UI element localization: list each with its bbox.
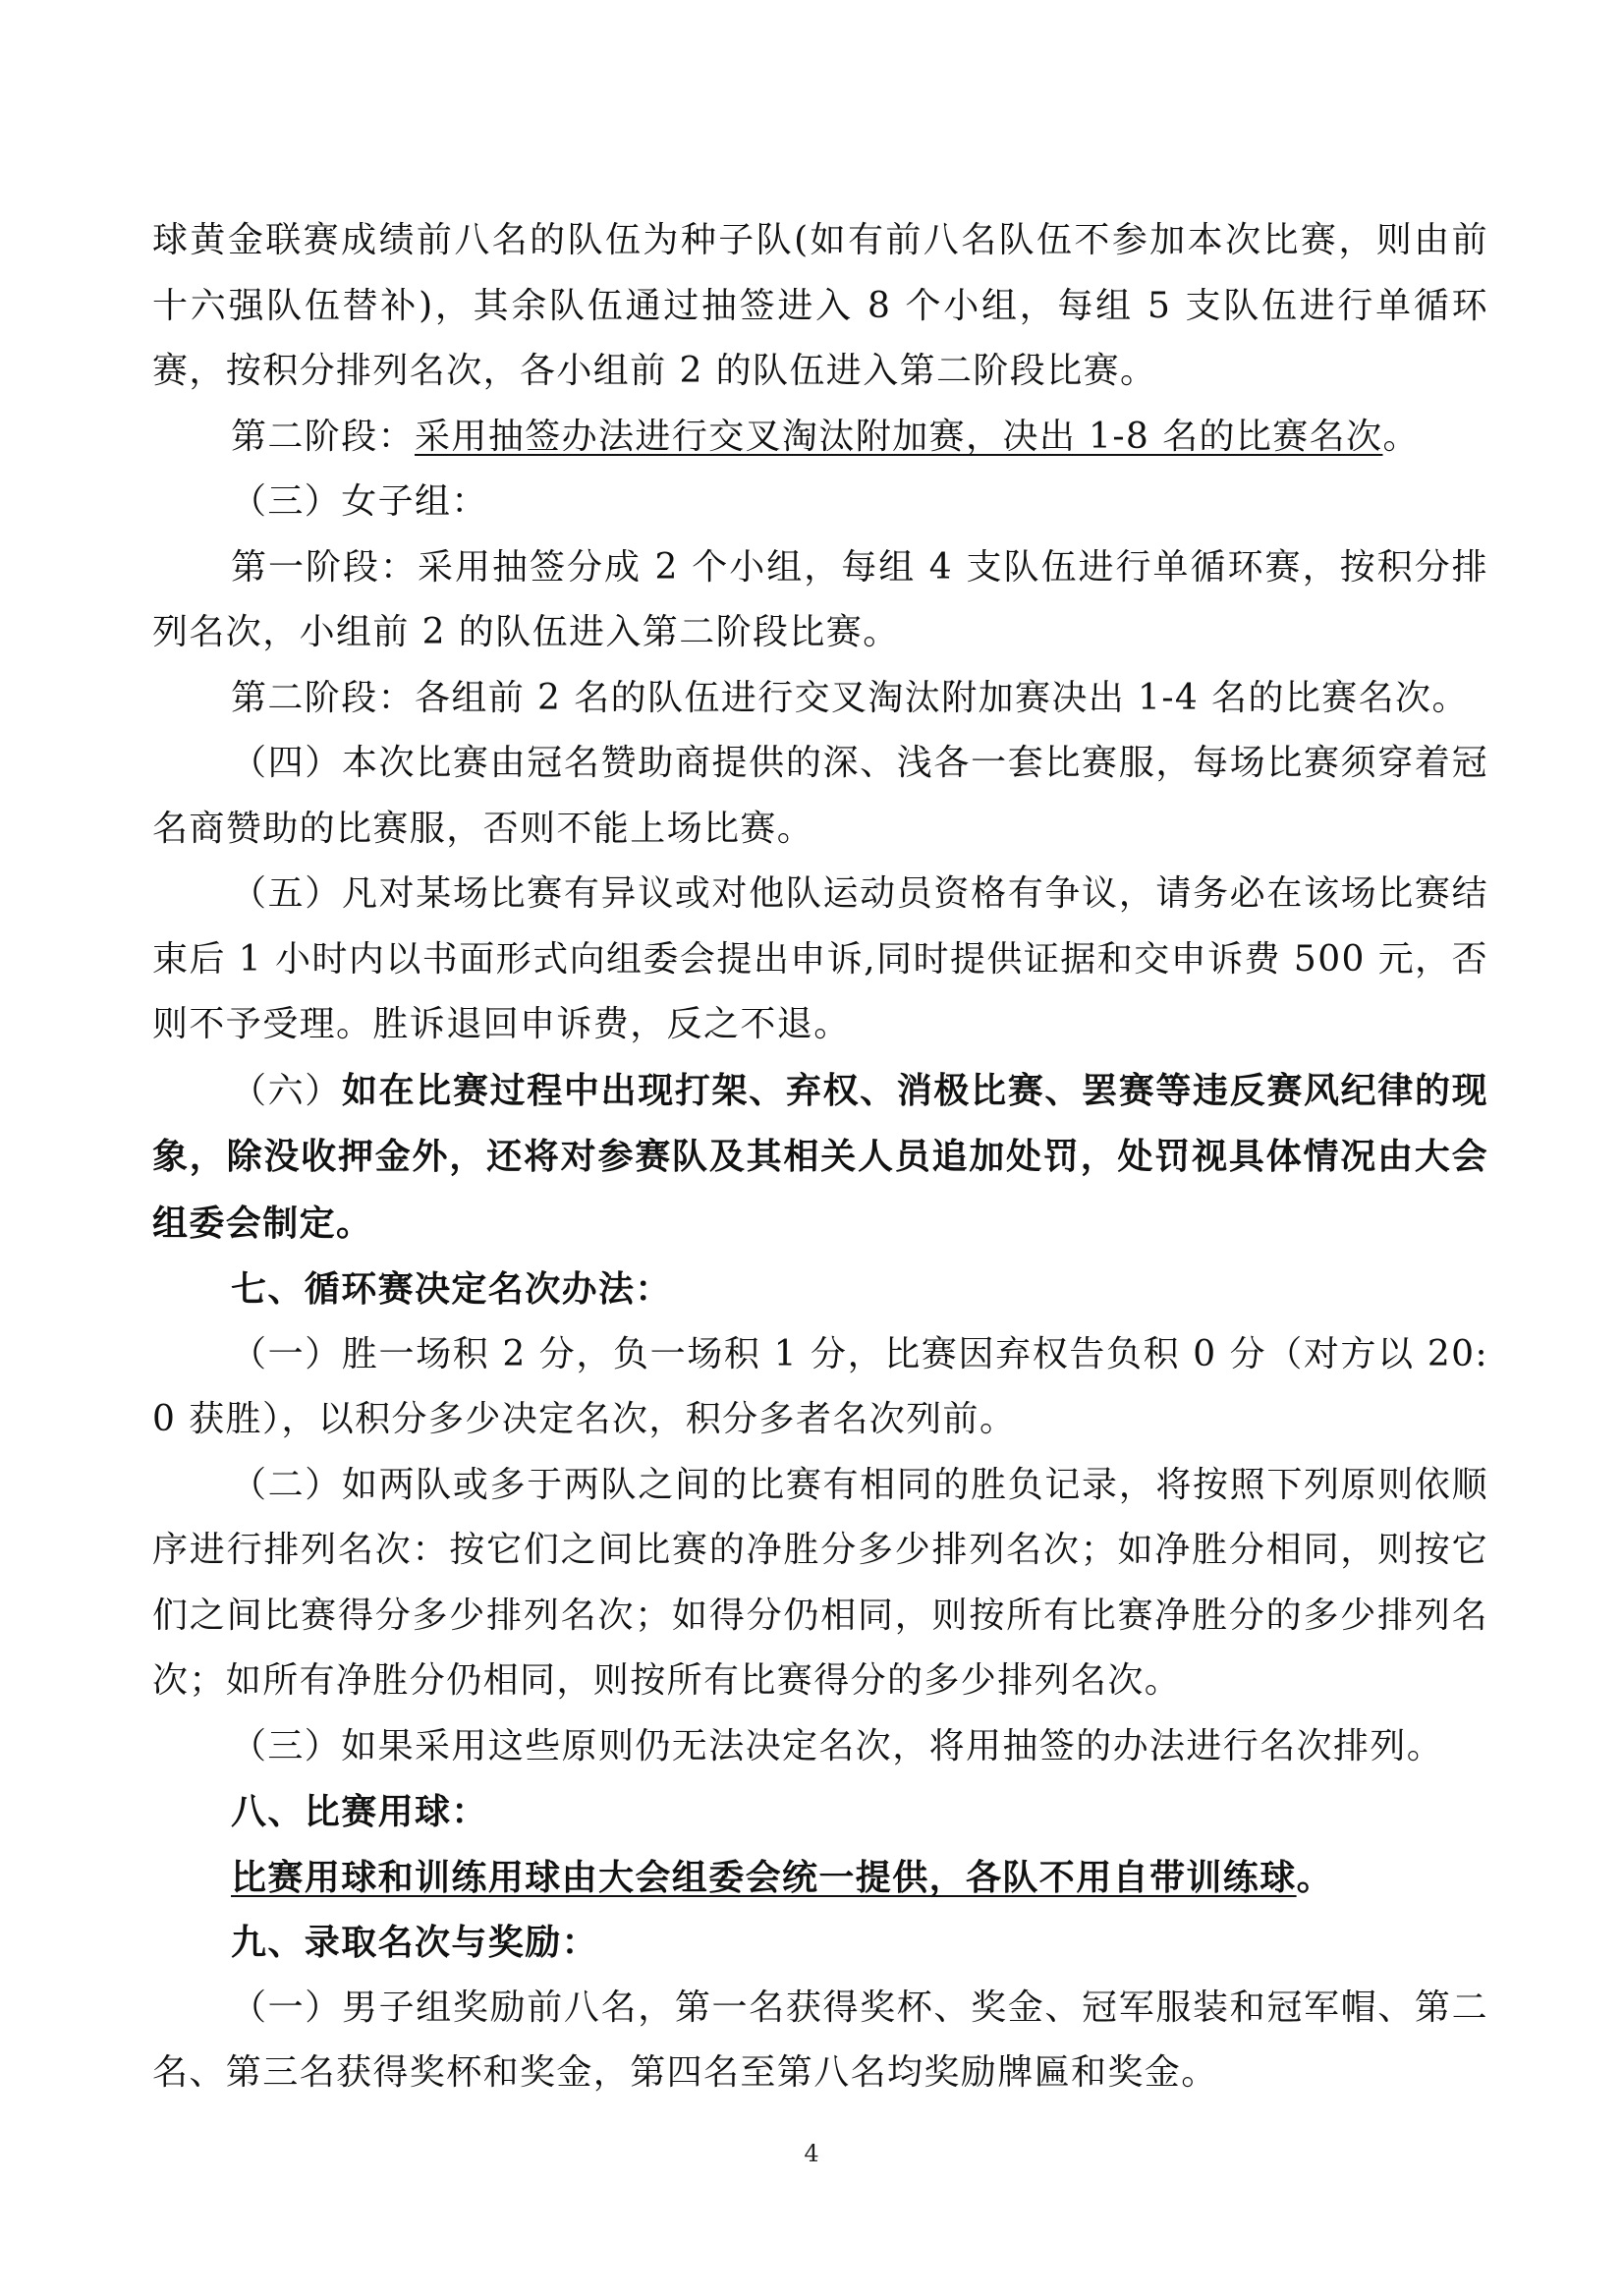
paragraph-stage1-women (152, 535, 1488, 666)
bold-text: 如在比赛过程中出现打架、弃权、消极比赛、罢赛等违反赛风纪律的现象，除没收押金外，还将对参赛队及其相关人员追加处罚，处罚视具体情况由大会组委会制定。 (152, 1069, 1488, 1244)
stage-label: 第二阶段： (231, 416, 416, 457)
paragraph-appeal (152, 862, 1488, 1058)
section-heading-awards (152, 1910, 1488, 1976)
underlined-text: 采用抽签办法进行交叉淘汰附加赛，决出 1-8 名的比赛名次 (415, 416, 1383, 457)
page-number: 4 (804, 2140, 819, 2167)
paragraph-text: （二）如两队或多于两队之间的比赛有相同的胜负记录，将按照下列原则依顺序进行排列名次：按它们之间比赛的净胜分多少排列名次；如净胜分相同，则按它们之间比赛得分多少排列名次；如得分仍相同，则按所有比赛净胜分的多少排列名次；如所有净胜分仍相同，则按所有比赛得分的多少排列名次。 (152, 1464, 1488, 1701)
document-body (152, 208, 1488, 2106)
section-heading-ranking (152, 1257, 1488, 1322)
punctuation: 。 (1382, 416, 1420, 457)
paragraph-points (152, 1322, 1488, 1453)
paragraph-stage1-men (152, 208, 1488, 405)
paragraph-text: （四）本次比赛由冠名赞助商提供的深、浅各一套比赛服，每场比赛须穿着冠名商赞助的比赛服，否则不能上场比赛。 (152, 743, 1488, 849)
paragraph-ball (152, 1845, 1488, 1911)
paragraph-stage2-women (152, 666, 1488, 732)
paragraph-discipline (152, 1058, 1488, 1258)
paragraph-draw (152, 1714, 1488, 1780)
paragraph-text: （一）男子组奖励前八名，第一名获得奖杯、奖金、冠军服装和冠军帽、第二名、第三名获得奖杯和奖金，第四名至第八名均奖励牌匾和奖金。 (152, 1987, 1488, 2093)
punctuation: 。 (1296, 1856, 1334, 1898)
heading-text: 八、比赛用球： (231, 1791, 488, 1832)
paragraph-tiebreak (152, 1453, 1488, 1714)
paragraph-men-awards (152, 1976, 1488, 2106)
paragraph-women-heading (152, 470, 1488, 535)
paragraph-text: （三）如果采用这些原则仍无法决定名次，将用抽签的办法进行名次排列。 (231, 1725, 1444, 1766)
paragraph-text: 第二阶段：各组前 2 名的队伍进行交叉淘汰附加赛决出 1-4 名的比赛名次。 (231, 677, 1469, 718)
subheading-text: （三）女子组： (231, 481, 488, 522)
heading-text: 七、循环赛决定名次办法： (231, 1268, 672, 1310)
paragraph-stage2-men (152, 405, 1488, 471)
paragraph-uniform (152, 731, 1488, 862)
underlined-text: 比赛用球和训练用球由大会组委会统一提供，各队不用自带训练球 (231, 1856, 1297, 1898)
paragraph-text: 球黄金联赛成绩前八名的队伍为种子队(如有前八名队伍不参加本次比赛，则由前十六强队伍替补)，其余队伍通过抽签进入 8 个小组，每组 5 支队伍进行单循环赛，按积分排列名次，各小组前 2 的队伍进入第二阶段比赛。 (152, 220, 1488, 391)
section-heading-ball (152, 1779, 1488, 1845)
paragraph-text: 第一阶段：采用抽签分成 2 个小组，每组 4 支队伍进行单循环赛，按积分排列名次，小组前 2 的队伍进入第二阶段比赛。 (152, 546, 1488, 652)
paragraph-text: （一）胜一场积 2 分，负一场积 1 分，比赛因弃权告负积 0 分（对方以 20:0 获胜），以积分多少决定名次，积分多者名次列前。 (152, 1333, 1488, 1439)
paragraph-text: （五）凡对某场比赛有异议或对他队运动员资格有争议，请务必在该场比赛结束后 1 小时内以书面形式向组委会提出申诉,同时提供证据和交申诉费 500 元，否则不予受理。胜诉退回申诉费，反之不退。 (152, 873, 1488, 1044)
item-number: （六） (231, 1070, 342, 1111)
heading-text: 九、录取名次与奖励： (231, 1922, 599, 1963)
